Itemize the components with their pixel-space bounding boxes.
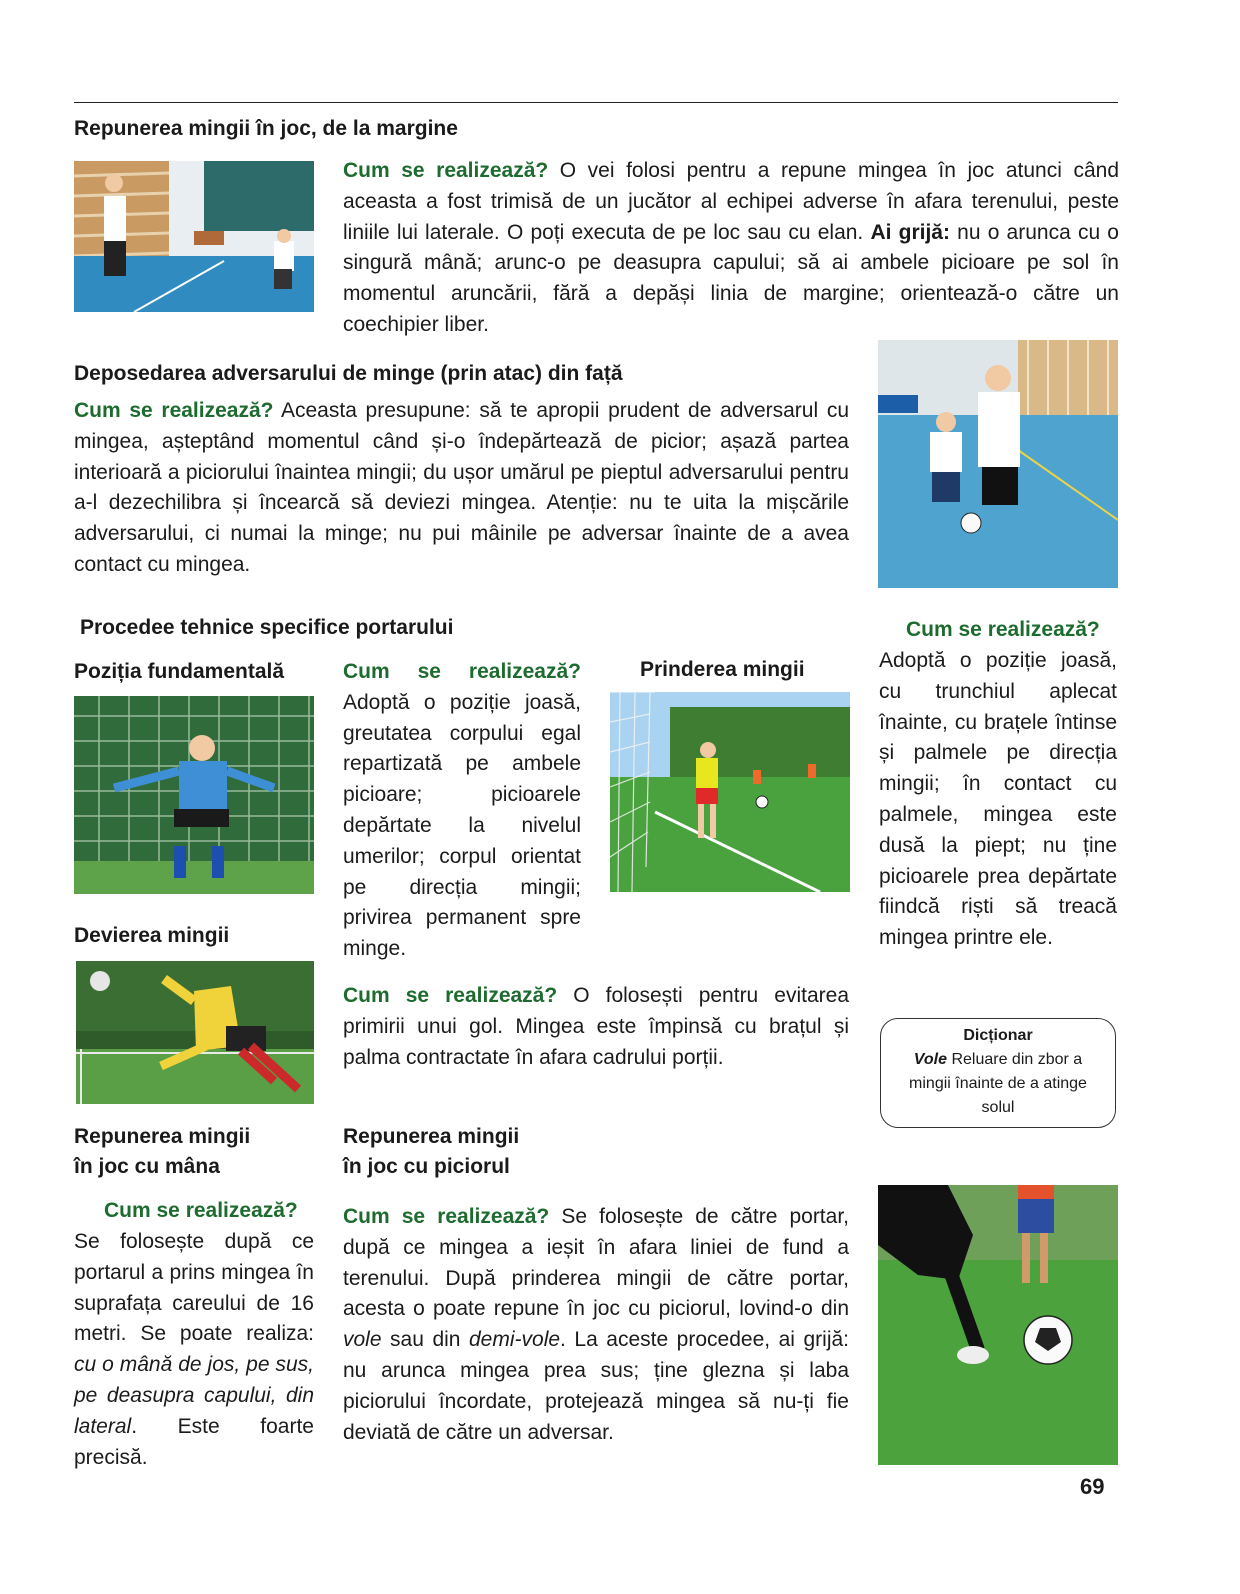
deflection-text xyxy=(343,981,849,1073)
foot-restart-text xyxy=(343,1202,849,1448)
hand-restart-body-2: . Este foarte precisă. xyxy=(74,1414,314,1469)
catching-text: Adoptă o poziție joasă, cu trunchiul aplecat înainte, cu brațele întinse și palmele pe direcția mingii; în contact cu palmele, mingea este dusă la piept; nu ține picioarele prea depărtate fiindcă riști să treacă mingea printre ele. xyxy=(879,649,1117,950)
deflection-body: O folosești pentru evitarea primirii unui gol. Mingea este împinsă cu brațul și palma contractate în afara cadrului porții. xyxy=(343,984,849,1069)
tackle-keyword: Cum se realizează? xyxy=(74,399,274,422)
foot-restart-demivole: demi-vole xyxy=(469,1328,561,1352)
foot-restart-vole: vole xyxy=(343,1328,382,1352)
tackle-body: Aceasta presupune: să te apropii prudent de adversarul cu mingea, așteptând momentul când și-o îndepărtează de picior; așază partea interioară a piciorului înaintea mingii; du ușor umărul pe pieptul adversarului pentru a-l dezechilibra și încearcă să deviezi mingea. Atenție: nu te uita la mișcările adversarului, ci numai la minge; nu pui mâinile pe adversar înainte de a avea contact cu mingea. xyxy=(74,399,849,576)
hand-restart-keyword-line xyxy=(104,1196,298,1226)
fundamental-position-keyword: Cum se realizează? xyxy=(343,660,581,683)
foot-restart-keyword: Cum se realizează? xyxy=(343,1205,550,1228)
foot-restart-body: Se folosește de către portar, după ce mingea a ieșit în afara liniei de fund a terenului. După prinderea mingii de către portar, acesta o poate repune în joc cu piciorul, lovind-o din xyxy=(343,1205,849,1321)
dictionary-box xyxy=(880,1018,1116,1128)
foot-restart-title-2: în joc cu piciorul xyxy=(343,1155,510,1178)
hand-restart-text xyxy=(74,1227,314,1473)
section-title-tackle: Deposedarea adversarului de minge (prin atac) din față xyxy=(74,362,623,385)
fundamental-position-text xyxy=(343,657,581,965)
throw-in-keyword: Cum se realizează? xyxy=(343,159,549,182)
subtitle-catching: Prinderea mingii xyxy=(640,658,805,681)
foot-restart-body-2: . La aceste procedee, ai grijă: nu arunca mingea prea sus; ține glezna și laba piciorului încordate, protejează mingea să nu-ți fie deviată de către un adversar. xyxy=(343,1328,849,1444)
deflection-keyword: Cum se realizează? xyxy=(343,984,558,1007)
foot-restart-mid: sau din xyxy=(381,1328,469,1352)
hand-restart-methods: cu o mână de jos, pe sus, pe deasupra capului, din lateral xyxy=(74,1353,314,1438)
dictionary-title: Dicționar xyxy=(963,1027,1033,1044)
top-rule xyxy=(74,102,1118,103)
subtitle-fundamental-position: Poziția fundamentală xyxy=(74,660,285,683)
dictionary-term: Vole xyxy=(913,1051,947,1068)
dictionary-entry xyxy=(881,1048,1115,1120)
hand-restart-title-2: în joc cu mâna xyxy=(74,1155,220,1178)
hand-restart-keyword: Cum se realizează? xyxy=(104,1199,298,1222)
photo-throw-in xyxy=(74,161,314,312)
photo-catching xyxy=(610,692,850,892)
subtitle-deflection: Devierea mingii xyxy=(74,924,230,947)
hand-restart-title-1: Repunerea mingii xyxy=(74,1125,251,1148)
fundamental-position-body: Adoptă o poziție joasă, greutatea corpului egal repartizată pe ambele picioare; picioarele depărtate la nivelul umerilor; corpul orientat pe direcția mingii; privirea permanent spre minge. xyxy=(343,690,581,961)
throw-in-body-2: nu o arunca cu o singură mână; arunc-o pe deasupra capului; să ai ambele picioare pe sol în momentul aruncării, fără a depăși linia de margine; orientează-o către un coechipier liber. xyxy=(343,220,1119,336)
hand-restart-body: Se folosește după ce portarul a prins mingea în suprafața careului de 16 metri. Se poate realiza: xyxy=(74,1230,314,1346)
subtitle-foot-restart xyxy=(343,1122,519,1182)
photo-deflection xyxy=(76,961,314,1104)
photo-fundamental-position xyxy=(74,696,314,894)
photo-kick xyxy=(878,1185,1118,1465)
section-title-throw-in: Repunerea mingii în joc, de la margine xyxy=(74,117,458,140)
subtitle-hand-restart xyxy=(74,1122,250,1182)
tackle-text xyxy=(74,396,849,581)
throw-in-text xyxy=(343,156,1119,341)
photo-tackle xyxy=(878,340,1118,588)
throw-in-warning: Ai grijă: xyxy=(870,220,950,244)
throw-in-body: O vei folosi pentru a repune mingea în joc atunci când aceasta a fost trimisă de un jucător al echipei adverse în afara terenului, peste liniile lui laterale. O poți executa de pe loc sau cu elan. xyxy=(343,159,1119,244)
page-number: 69 xyxy=(1080,1474,1105,1499)
catching-keyword: Cum se realizează? xyxy=(906,618,1100,641)
foot-restart-title-1: Repunerea mingii xyxy=(343,1125,520,1148)
dictionary-definition: Reluare din zbor a mingii înainte de a atinge solul xyxy=(909,1051,1087,1116)
catching-keyword-line xyxy=(906,615,1118,645)
section-title-goalkeeper: Procedee tehnice specifice portarului xyxy=(80,616,454,639)
